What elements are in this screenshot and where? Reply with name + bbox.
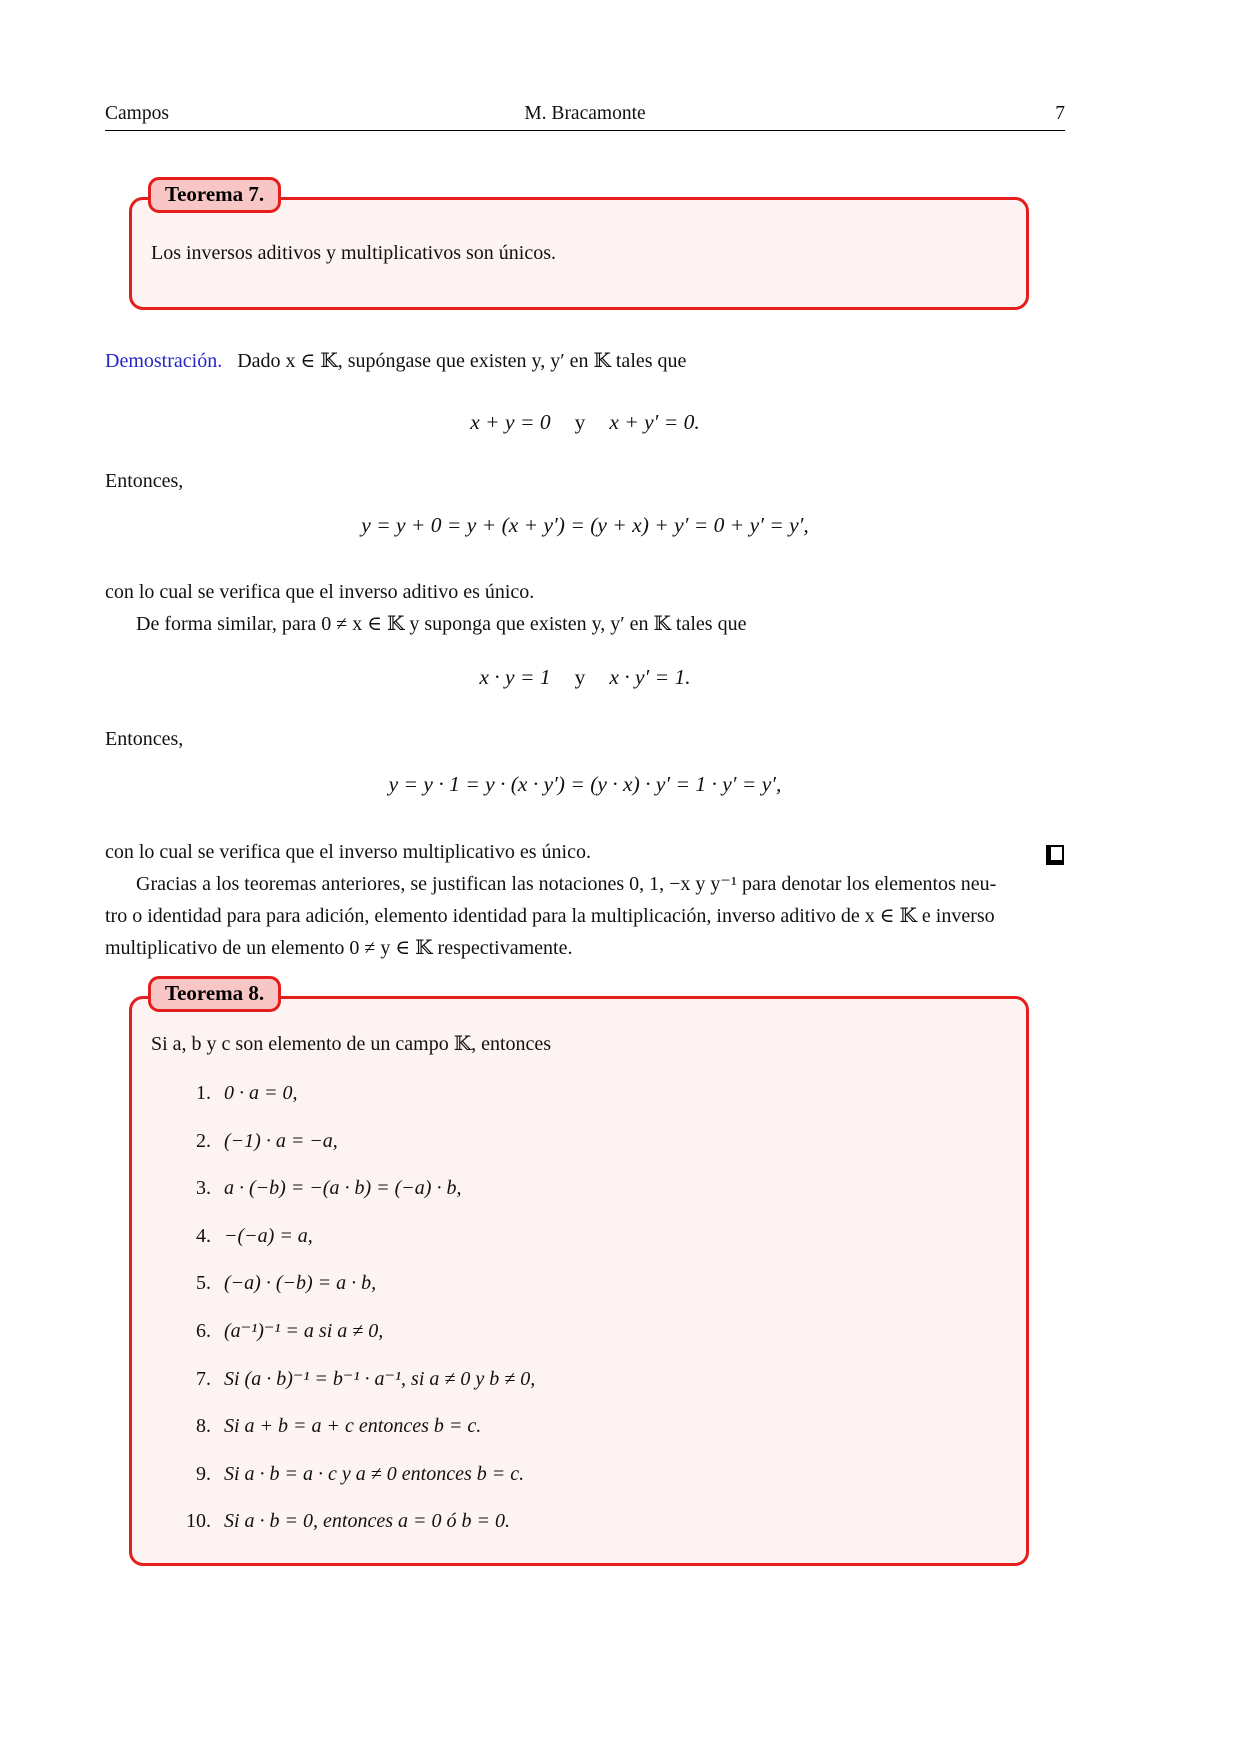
list-item-number: 10. (186, 1510, 211, 1533)
list-item (163, 1460, 535, 1488)
list-item-number: 2. (196, 1129, 211, 1152)
list-item-number: 4. (196, 1224, 211, 1247)
equation-rhs: x · y′ = 1. (609, 665, 691, 689)
multiplicativo-unico-line: con lo cual se verifica que el inverso multiplicativo es único. (105, 841, 591, 863)
equation-additive-chain: y = y + 0 = y + (x + y′) = (y + x) + y′ = 0 + y′ = y′, (361, 513, 809, 537)
qed-icon (1046, 845, 1064, 865)
theorem-8-badge: Teorema 8. (148, 976, 281, 1012)
equation-lhs: x + y = 0 (470, 410, 551, 434)
theorem-8-box (129, 981, 1029, 1566)
notaciones-paragraph-line-2: tro o identidad para para adición, elemento identidad para la multiplicación, inverso aditivo de x ∈ 𝕂 e inverso (105, 905, 995, 927)
equation-multiplicative-pair (105, 665, 1065, 690)
list-item (163, 1127, 535, 1155)
proof-intro-line (105, 348, 686, 373)
header-center: M. Bracamonte (524, 103, 646, 124)
theorem-7-badge: Teorema 7. (148, 177, 281, 213)
entonces-line-2: Entonces, (105, 728, 184, 750)
equation-conjunction: y (574, 410, 586, 434)
list-item-text: Si (a · b)⁻¹ = b⁻¹ · a⁻¹, si a ≠ 0 y b ≠ 0, (224, 1367, 536, 1390)
equation-rhs: x + y′ = 0. (609, 410, 700, 434)
theorem-8-property-list (163, 1079, 535, 1555)
notaciones-paragraph-line-1: Gracias a los teoremas anteriores, se justifican las notaciones 0, 1, −x y y⁻¹ para denotar los elementos neu- (136, 873, 997, 895)
list-item-text: a · (−b) = −(a · b) = (−a) · b, (224, 1177, 462, 1200)
proof-label: Demostración. (105, 350, 223, 372)
list-item-text: Si a + b = a + c entonces b = c. (224, 1415, 482, 1438)
list-item (163, 1269, 535, 1297)
list-item (163, 1317, 535, 1345)
entonces-line-1: Entonces, (105, 470, 184, 492)
proof-intro-text: Dado x ∈ 𝕂, supóngase que existen y, y′ en 𝕂 tales que (237, 350, 687, 372)
de-forma-similar-line: De forma similar, para 0 ≠ x ∈ 𝕂 y suponga que existen y, y′ en 𝕂 tales que (136, 613, 747, 635)
list-item-text: −(−a) = a, (224, 1224, 313, 1247)
list-item-text: (−1) · a = −a, (224, 1129, 338, 1152)
header-left: Campos (105, 103, 169, 124)
equation-additive-pair (105, 410, 1065, 435)
equation-lhs: x · y = 1 (479, 665, 551, 689)
list-item-text: (−a) · (−b) = a · b, (224, 1272, 377, 1295)
list-item-number: 6. (196, 1319, 211, 1342)
equation-multiplicative-chain: y = y · 1 = y · (x · y′) = (y · x) · y′ = 1 · y′ = y′, (388, 772, 782, 796)
page-number: 7 (1055, 103, 1065, 124)
list-item-text: Si a · b = 0, entonces a = 0 ó b = 0. (224, 1510, 511, 1533)
list-item (163, 1507, 535, 1535)
list-item-number: 3. (196, 1177, 211, 1200)
aditivo-unico-line: con lo cual se verifica que el inverso aditivo es único. (105, 581, 535, 603)
theorem-7-statement: Los inversos aditivos y multiplicativos son únicos. (151, 242, 556, 264)
list-item-number: 8. (196, 1415, 211, 1438)
theorem-8-intro: Si a, b y c son elemento de un campo 𝕂, entonces (151, 1033, 552, 1055)
list-item (163, 1365, 535, 1393)
list-item (163, 1222, 535, 1250)
list-item-number: 1. (196, 1082, 211, 1104)
list-item-number: 9. (196, 1462, 211, 1485)
theorem-7-box (129, 182, 1029, 310)
list-item-number: 7. (196, 1367, 211, 1390)
list-item-text: (a⁻¹)⁻¹ = a si a ≠ 0, (224, 1319, 384, 1342)
page-header (105, 101, 1065, 131)
list-item (163, 1079, 535, 1107)
list-item-number: 5. (196, 1272, 211, 1295)
list-item-text: 0 · a = 0, (224, 1082, 298, 1104)
list-item (163, 1174, 535, 1202)
list-item-text: Si a · b = a · c y a ≠ 0 entonces b = c. (224, 1462, 525, 1485)
list-item (163, 1412, 535, 1440)
equation-conjunction: y (574, 665, 586, 689)
notaciones-paragraph-line-3: multiplicativo de un elemento 0 ≠ y ∈ 𝕂 respectivamente. (105, 937, 573, 959)
